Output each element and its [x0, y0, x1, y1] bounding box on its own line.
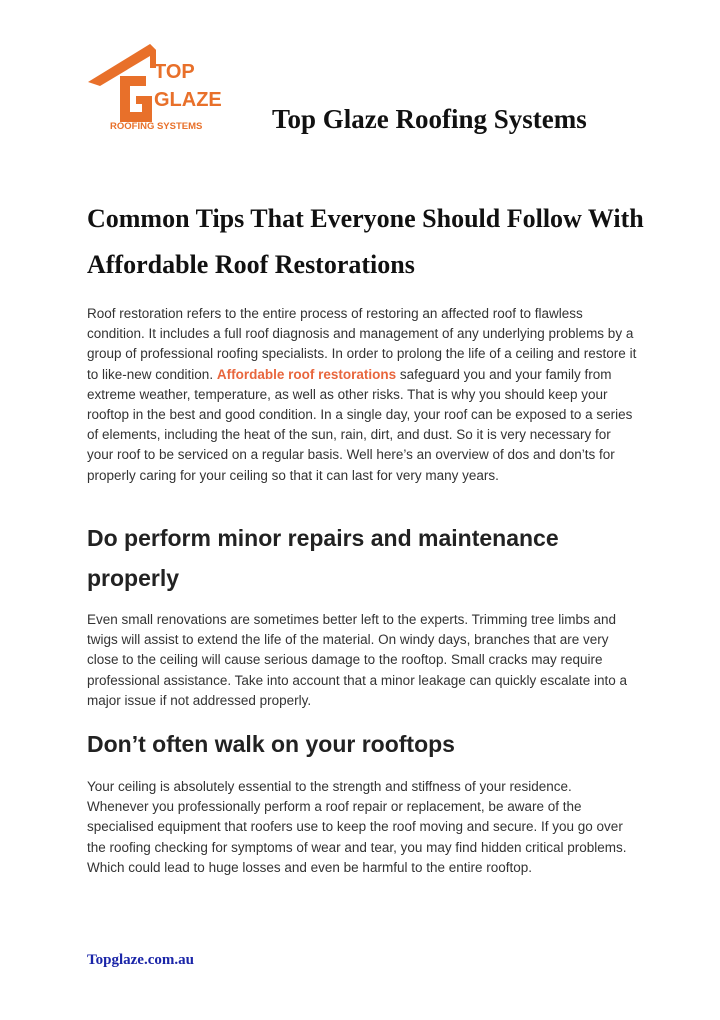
company-name: Top Glaze Roofing Systems: [272, 104, 587, 134]
affordable-roof-restorations-link[interactable]: Affordable roof restorations: [216, 366, 397, 382]
logo-line1: TOP: [154, 61, 195, 83]
footer-site-link[interactable]: Topglaze.com.au: [87, 952, 194, 968]
section-body-minor-repairs: Even small renovations are sometimes better left to the experts. Trimming tree limbs and twigs will assist to extend the life of the material. On windy days, branches that are very close to the ceiling will cause serious damage to the rooftop. Small cracks may require professional assistance. Take into account that a minor leakage can quickly escalate into a major issue if not addressed properly.: [87, 612, 628, 708]
intro-text-end: safeguard you and your family from extreme weather, temperature, as well as other risks. That is why you should keep your rooftop in the best and good condition. In a single day, your roof can be exposed to a series of elements, including the heat of the sun, rain, dirt, and dust. So it is very necessary for your roof to be serviced on a regular basis. Well here’s an overview of dos and don’ts for properly caring for your ceiling so that it can last for very many years.: [87, 366, 633, 483]
intro-text-start: Roof restoration refers to the entire process of restoring an affected roof to flawless condition. It includes a full roof diagnosis and management of any underlying problems by a group of professional roofing specialists. In order to prolong the life of a ceiling and restore it to like-new condition.: [87, 306, 637, 382]
article-title: Common Tips That Everyone Should Follow With Affordable Roof Restorations: [87, 204, 644, 279]
logo-line3: ROOFING SYSTEMS: [110, 121, 203, 132]
logo-line2: GLAZE: [154, 89, 222, 111]
section-heading-minor-repairs: Do perform minor repairs and maintenance properly: [87, 525, 559, 591]
section-heading-rooftop-walking: Don’t often walk on your rooftops: [87, 731, 455, 757]
section-body-rooftop-walking: Your ceiling is absolutely essential to the strength and stiffness of your residence. Whenever you professionally perform a roof repair or replacement, be aware of the specialised equipment that roofers use to keep the roof moving and secure. If you go over the roofing checking for symptoms of wear and tear, you may find hidden critical problems. Which could lead to huge losses and even be harmful to the entire rooftop.: [87, 779, 627, 875]
intro-paragraph: [87, 304, 637, 486]
company-logo: [86, 42, 226, 134]
roof-logo-icon: [86, 42, 226, 134]
